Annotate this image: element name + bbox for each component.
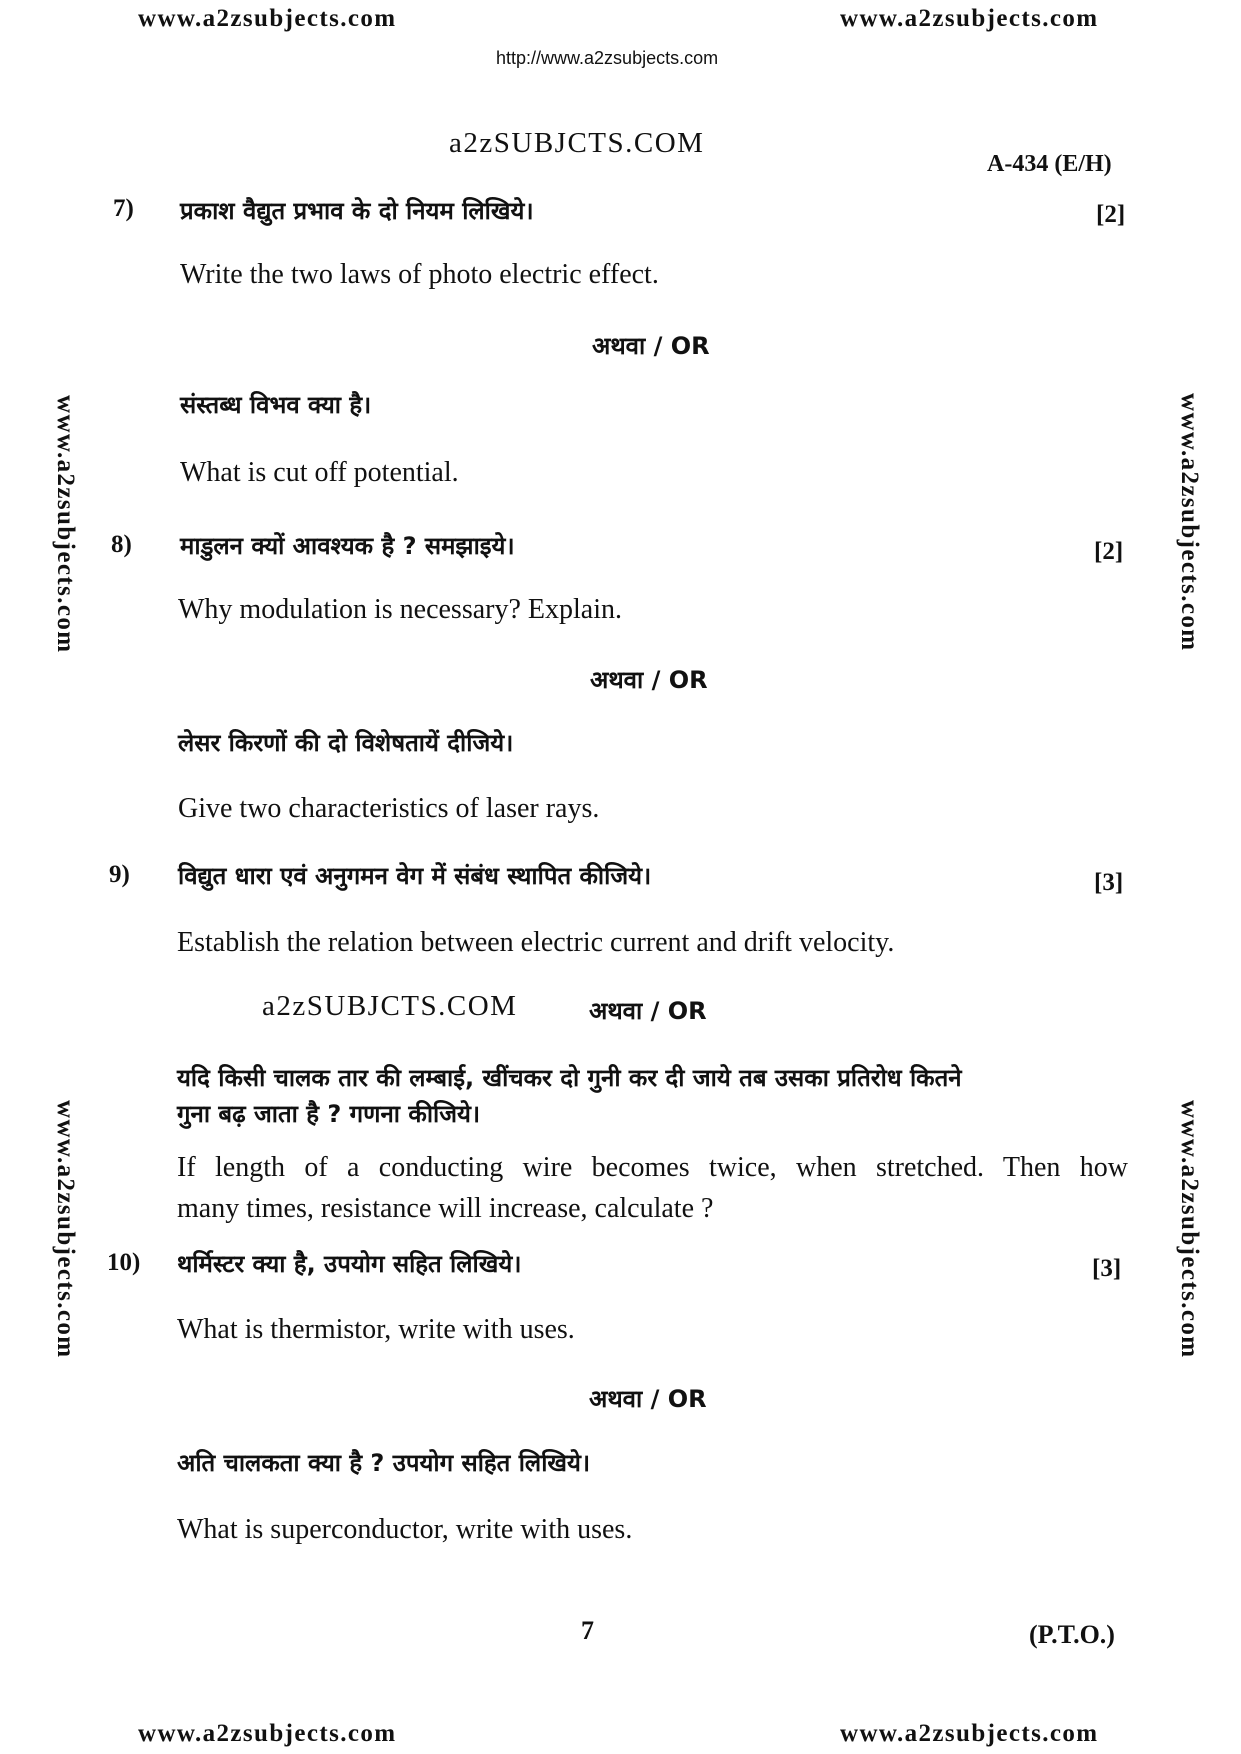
question-9-alt-hindi-line-1: यदि किसी चालक तार की लम्बाई, खींचकर दो गुनी कर दी जाये तब उसका प्रतिरोध कितने	[177, 1064, 962, 1092]
question-8-hindi: माडुलन क्यों आवश्यक है ? समझाइये।	[180, 532, 515, 560]
side-watermark-right-upper: www.a2zsubjects.com	[1176, 393, 1203, 652]
pto-label: (P.T.O.)	[1029, 1620, 1115, 1649]
side-watermark-left-upper: www.a2zsubjects.com	[52, 395, 79, 654]
side-watermark-left-lower: www.a2zsubjects.com	[52, 1100, 79, 1359]
question-7-english: Write the two laws of photo electric effect.	[180, 259, 659, 290]
question-8-alt-english: Give two characteristics of laser rays.	[178, 793, 600, 824]
question-8-marks: [2]	[1094, 538, 1124, 565]
footer-url-left: www.a2zsubjects.com	[138, 1720, 397, 1747]
question-10-number: 10)	[107, 1249, 141, 1276]
question-9-alt-english-line-2: many times, resistance will increase, calculate ?	[177, 1193, 714, 1224]
question-7-hindi: प्रकाश वैद्युत प्रभाव के दो नियम लिखिये।	[180, 197, 534, 225]
question-10-hindi: थर्मिस्टर क्या है, उपयोग सहित लिखिये।	[177, 1250, 522, 1278]
question-7-or-label: अथवा / OR	[592, 332, 710, 360]
question-9-marks: [3]	[1094, 869, 1124, 896]
question-8-alt-hindi: लेसर किरणों की दो विशेषतायें दीजिये।	[178, 729, 514, 757]
question-7-number: 7)	[113, 195, 134, 222]
site-title-inline: a2zSUBJCTS.COM	[262, 990, 518, 1022]
side-watermark-right-lower: www.a2zsubjects.com	[1176, 1100, 1203, 1359]
header-url-center: http://www.a2zsubjects.com	[496, 48, 719, 68]
question-7-alt-english: What is cut off potential.	[180, 457, 459, 488]
question-10-alt-english: What is superconductor, write with uses.	[177, 1514, 633, 1545]
page-number: 7	[581, 1616, 594, 1645]
question-7-alt-hindi: संस्तब्ध विभव क्या है।	[180, 391, 372, 419]
question-8-or-label: अथवा / OR	[590, 666, 708, 694]
question-10-alt-hindi: अति चालकता क्या है ? उपयोग सहित लिखिये।	[177, 1449, 591, 1477]
question-9-or-label: अथवा / OR	[589, 997, 707, 1025]
site-title-top: a2zSUBJCTS.COM	[449, 127, 705, 159]
question-9-alt-hindi-line-2: गुना बढ़ जाता है ? गणना कीजिये।	[177, 1100, 481, 1128]
question-10-marks: [3]	[1092, 1255, 1122, 1282]
question-9-english: Establish the relation between electric current and drift velocity.	[177, 927, 895, 958]
question-9-number: 9)	[109, 861, 130, 888]
question-8-english: Why modulation is necessary? Explain.	[178, 594, 622, 625]
question-9-alt-english-line-1: If length of a conducting wire becomes twice, when stretched. Then how	[177, 1152, 1128, 1183]
question-9-hindi: विद्युत धारा एवं अनुगमन वेग में संबंध स्थापित कीजिये।	[178, 862, 652, 890]
header-url-right: www.a2zsubjects.com	[840, 5, 1099, 32]
paper-code: A-434 (E/H)	[987, 151, 1112, 177]
header-url-left: www.a2zsubjects.com	[138, 5, 397, 32]
footer-url-right: www.a2zsubjects.com	[840, 1720, 1099, 1747]
question-10-or-label: अथवा / OR	[589, 1385, 707, 1413]
question-10-english: What is thermistor, write with uses.	[177, 1314, 575, 1345]
question-8-number: 8)	[111, 531, 132, 558]
question-7-marks: [2]	[1096, 201, 1126, 228]
